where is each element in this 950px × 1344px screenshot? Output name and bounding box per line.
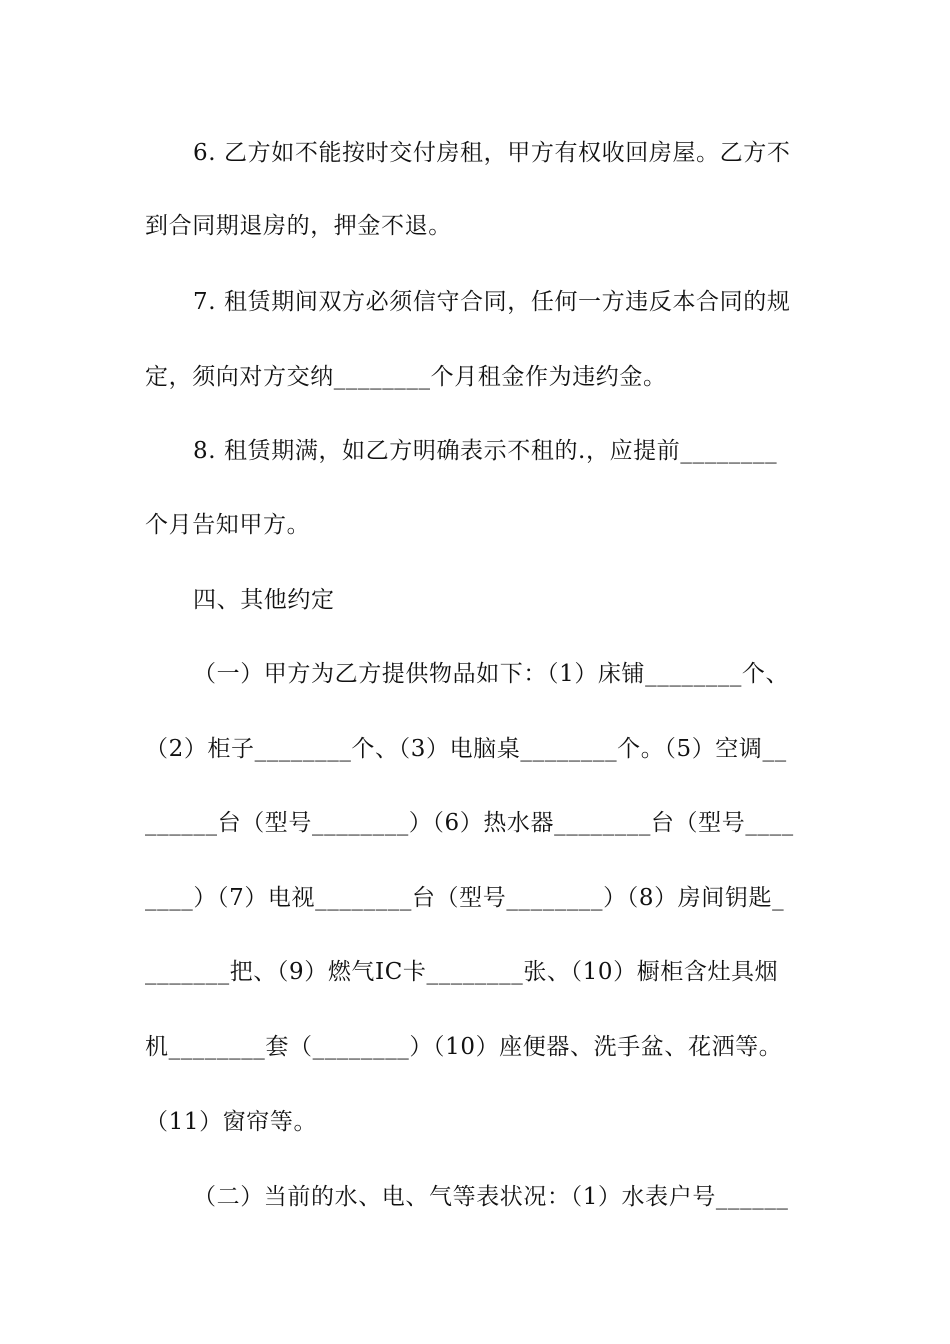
meters-paragraph-line-1: （二）当前的水、电、气等表状况：（1）水表户号______ [193, 1184, 789, 1210]
clause-7-line-2: 定，须向对方交纳________个月租金作为违约金。 [145, 364, 667, 390]
items-paragraph-line-2: （2）柜子________个、（3）电脑桌________个。（5）空调__ [145, 736, 787, 762]
clause-6-line-1: 6. 乙方如不能按时交付房租，甲方有权收回房屋。乙方不 [193, 140, 791, 166]
items-paragraph-line-1: （一）甲方为乙方提供物品如下：（1）床铺________个、 [193, 661, 790, 687]
clause-8-line-1: 8. 租赁期满，如乙方明确表示不租的.，应提前________ [193, 438, 778, 464]
clause-8-line-2: 个月告知甲方。 [145, 512, 311, 538]
section-4-heading: 四、其他约定 [193, 587, 335, 613]
clause-6-line-2: 到合同期退房的，押金不退。 [145, 213, 452, 239]
items-paragraph-line-6: 机________套（________）（10）座便器、洗手盆、花洒等。 [145, 1034, 783, 1060]
items-paragraph-line-7: （11）窗帘等。 [145, 1109, 318, 1135]
items-paragraph-line-3: ______台（型号________）（6）热水器________台（型号____ [145, 810, 794, 836]
clause-7-line-1: 7. 租赁期间双方必须信守合同，任何一方违反本合同的规 [193, 289, 791, 315]
items-paragraph-line-5: _______把、（9）燃气IC卡________张、（10）橱柜含灶具烟 [145, 959, 779, 985]
items-paragraph-line-4: ____）（7）电视________台（型号________）（8）房间钥匙_ [145, 885, 785, 911]
